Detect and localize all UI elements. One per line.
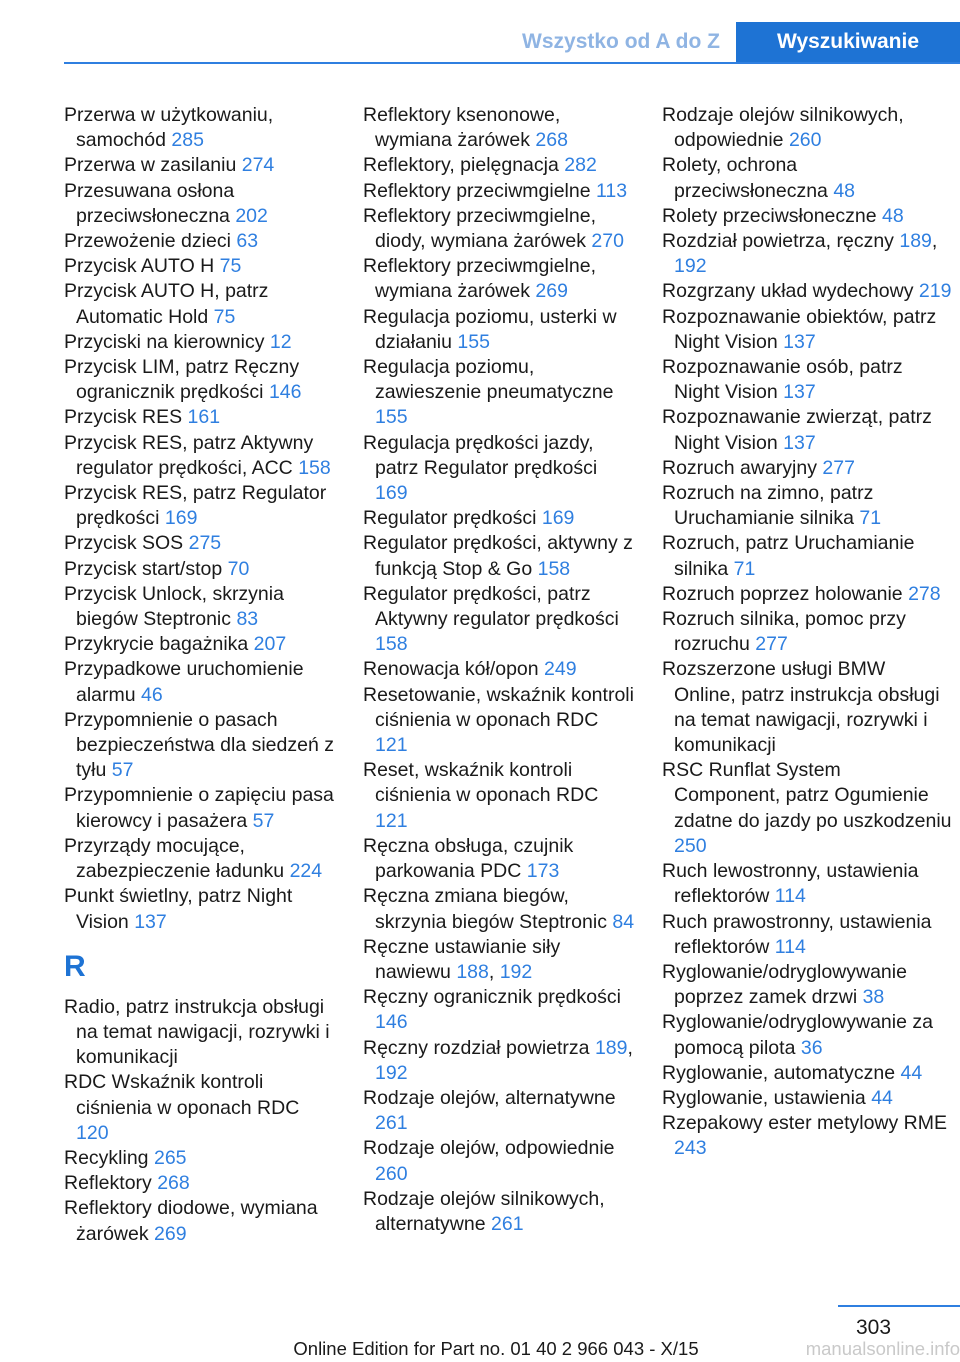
page-reference-link[interactable]: 243: [674, 1137, 707, 1160]
index-term: Reflektory przeciwmgielne: [363, 179, 591, 202]
page-reference-link[interactable]: 260: [375, 1162, 408, 1185]
index-entry: [64, 657, 336, 707]
index-entry: [662, 910, 952, 960]
index-term: Rozgrzany układ wydechowy: [662, 280, 914, 303]
index-term: Przycisk AUTO H, patrz Automatic Hold: [64, 280, 269, 328]
page-reference-link[interactable]: 269: [154, 1222, 187, 1245]
page-reference-link[interactable]: 274: [241, 154, 275, 177]
index-entry: [363, 431, 635, 507]
page-reference-link[interactable]: 57: [252, 809, 275, 832]
index-term: Przycisk LIM, patrz Ręczny ogranicznik prędkości: [64, 356, 300, 404]
index-term: Przyciski na kierownicy: [64, 330, 265, 353]
index-term: Przycisk SOS: [64, 532, 184, 555]
page-reference-link[interactable]: 44: [871, 1086, 893, 1109]
page-reference-link[interactable]: 278: [908, 582, 941, 605]
index-term: Rozruch, patrz Uruchamianie silnika: [662, 532, 915, 580]
index-entry: [64, 153, 336, 178]
index-term: Ruch lewostronny, ustawienia reflektorów: [662, 860, 919, 908]
index-term: Ręczny ogranicznik prędkości: [363, 986, 621, 1009]
index-term: Rozpoznawanie zwierząt, patrz Night Vision: [662, 406, 932, 454]
page-reference-link[interactable]: 146: [375, 1011, 408, 1034]
page-reference-link[interactable]: 285: [171, 129, 204, 152]
index-term: Przerwa w zasilaniu: [64, 154, 237, 177]
index-entry: [64, 884, 336, 934]
page-reference-link[interactable]: 120: [76, 1121, 109, 1144]
page-reference-link[interactable]: 146: [268, 381, 302, 404]
index-term: Rozpoznawanie obiektów, patrz Night Vision: [662, 305, 937, 353]
page-reference-link[interactable]: 36: [800, 1036, 823, 1059]
index-term: Ryglowanie/odryglowywanie za pomocą pilota: [662, 1011, 933, 1059]
index-entry: [662, 531, 952, 581]
index-entry: [64, 1146, 336, 1171]
index-term: Resetowanie, wskaźnik kontroli ciśnienia w oponach RDC: [363, 683, 634, 731]
index-entry: [662, 355, 952, 405]
index-entry: [363, 531, 635, 581]
index-entry: [662, 456, 952, 481]
index-term: Ruch prawostronny, ustawienia reflektorów: [662, 910, 932, 958]
index-term: Reflektory przeciwmgielne, diody, wymiana żarówek: [363, 204, 597, 253]
page-reference-link[interactable]: 137: [783, 330, 816, 353]
index-entry: [64, 481, 336, 531]
page-reference-link[interactable]: 84: [612, 910, 635, 933]
page-reference-link[interactable]: 260: [788, 129, 822, 152]
index-term: Regulator prędkości: [363, 507, 537, 530]
page-reference-link[interactable]: 155: [375, 406, 408, 429]
index-entry: [64, 355, 336, 405]
index-term: Rozruch silnika, pomoc przy rozruchu: [662, 608, 906, 656]
index-entry: [64, 557, 336, 582]
page-reference-link[interactable]: 192: [674, 255, 707, 278]
index-term: Przycisk RES, patrz Regulator prędkości: [64, 482, 327, 530]
page-reference-link[interactable]: 121: [375, 734, 408, 757]
page-reference-link[interactable]: 57: [111, 759, 134, 782]
footer-rule: [838, 1305, 960, 1307]
page-reference-link[interactable]: 71: [733, 557, 756, 580]
index-term: Rolety przeciwsłoneczne: [662, 204, 877, 227]
index-entry: [662, 103, 952, 153]
index-term: Rolety, ochrona przeciwsłoneczna: [662, 154, 828, 202]
page-reference-link[interactable]: 75: [213, 305, 236, 328]
header-tabs: [0, 0, 960, 62]
index-term: Rodzaje olejów silnikowych, alternatywne: [363, 1187, 605, 1235]
index-term: Rzepakowy ester metylowy RME: [662, 1112, 947, 1135]
index-entry: [64, 995, 336, 1071]
index-term: Recykling: [64, 1146, 149, 1169]
page-reference-link[interactable]: 188: [456, 960, 489, 983]
page-reference-link[interactable]: 155: [457, 330, 490, 353]
index-entry: [363, 582, 635, 658]
index-column-2: [363, 103, 635, 1237]
index-entry: [363, 683, 635, 759]
index-term: Rozpoznawanie osób, patrz Night Vision: [662, 356, 903, 404]
page-reference-link[interactable]: 71: [859, 507, 882, 530]
index-entry: [363, 506, 635, 531]
index-entry: [363, 204, 635, 254]
index-letter-heading: R: [64, 949, 86, 983]
index-term: Ryglowanie, ustawienia: [662, 1086, 866, 1109]
index-term: Rozdział powietrza, ręczny: [662, 230, 894, 253]
index-entry: [363, 1187, 635, 1237]
index-entry: [363, 834, 635, 884]
watermark: manualsonline.info: [805, 1338, 960, 1359]
page-reference-link[interactable]: 224: [289, 860, 323, 883]
tab-a-to-z[interactable]: Wszystko od A do Z: [522, 30, 720, 53]
page-reference-link[interactable]: 137: [783, 431, 816, 454]
page-reference-link[interactable]: 275: [188, 532, 222, 555]
page-reference-link[interactable]: 12: [269, 330, 292, 353]
index-entry: [64, 254, 336, 279]
index-entry: [363, 1086, 635, 1136]
index-entry: [363, 355, 635, 431]
index-entry: [64, 1196, 336, 1246]
index-entry: [662, 1086, 952, 1111]
index-entry: [64, 179, 336, 229]
edition-footer: Online Edition for Part no. 01 40 2 966 043 - X/15: [293, 1338, 699, 1359]
index-term: Przycisk RES: [64, 406, 183, 429]
index-entry: [64, 405, 336, 430]
index-term: Rozruch awaryjny: [662, 456, 817, 479]
page-reference-link[interactable]: 70: [227, 557, 250, 580]
index-entry: [662, 607, 952, 657]
index-term: Regulacja poziomu, zawieszenie pneumatyczne: [363, 356, 614, 404]
index-term: Reflektory, pielęgnacja: [363, 154, 559, 177]
index-term: Reflektory diodowe, wymiana żarówek: [64, 1197, 318, 1245]
index-term: Ryglowanie/odryglowywanie poprzez zamek drzwi: [662, 960, 907, 1009]
index-column-1: [64, 103, 336, 1247]
index-term: Rodzaje olejów, odpowiednie: [363, 1137, 615, 1160]
index-term: Przesuwana osłona przeciwsłoneczna: [64, 179, 235, 227]
index-entry: [363, 254, 635, 304]
page-reference-link[interactable]: 113: [596, 179, 628, 202]
page-reference-link[interactable]: 169: [541, 507, 575, 530]
index-term: Przypomnienie o zapięciu pasa kierowcy i pasażera: [64, 784, 334, 832]
page-reference-link[interactable]: 158: [537, 557, 571, 580]
index-term: Regulator prędkości, patrz Aktywny regulator prędkości: [363, 582, 619, 631]
index-term: Reflektory przeciwmgielne, wymiana żarówek: [363, 255, 597, 303]
index-entry: [64, 431, 336, 481]
index-term: Rodzaje olejów, alternatywne: [363, 1086, 616, 1109]
index-term: RSC Runflat System Component, patrz Ogumienie zdatne do jazdy po uszkodzeniu: [662, 759, 952, 832]
index-entry: [662, 960, 952, 1010]
index-entry: Ręczne ustawianie siły nawiewu 188, 192: [363, 935, 561, 983]
page-reference-link[interactable]: 261: [375, 1112, 408, 1135]
page-reference-link[interactable]: 137: [783, 381, 816, 404]
index-entry: [64, 103, 336, 153]
index-entry: [662, 405, 952, 455]
index-term: Rodzaje olejów silnikowych, odpowiednie: [662, 104, 904, 152]
index-entry: [64, 330, 336, 355]
index-term: Regulacja prędkości jazdy, patrz Regulator prędkości: [363, 431, 598, 479]
index-entry: [363, 179, 635, 204]
page-reference-link[interactable]: 189: [899, 230, 932, 253]
page-reference-link[interactable]: 169: [375, 482, 408, 505]
index-entry: [363, 153, 635, 178]
index-entry: [64, 1171, 336, 1196]
index-term: Przycisk AUTO H: [64, 255, 215, 278]
index-entry: Rozdział powietrza, ręczny 189, 192: [662, 230, 938, 278]
page-reference-link[interactable]: 46: [141, 683, 163, 706]
index-entry: [363, 985, 635, 1035]
page-reference-link[interactable]: 114: [774, 935, 806, 958]
index-entry: [363, 1136, 635, 1186]
page-reference-link[interactable]: 169: [164, 507, 198, 530]
index-term: Przycisk RES, patrz Aktywny regulator prędkości, ACC: [64, 431, 314, 479]
index-entry: Ręczny rozdział powietrza 189, 192: [363, 1036, 633, 1084]
index-entry: [662, 657, 952, 758]
page-reference-link[interactable]: 268: [157, 1172, 190, 1195]
index-term: Reset, wskaźnik kontroli ciśnienia w oponach RDC: [363, 759, 599, 807]
index-term: Przycisk Unlock, skrzynia biegów Steptronic: [64, 582, 284, 631]
page-reference-link[interactable]: 261: [491, 1212, 524, 1235]
index-entry: [662, 582, 952, 607]
index-term: Radio, patrz instrukcja obsługi na temat nawigacji, rozrywki i komunikacji: [64, 995, 330, 1069]
index-term: Ręczny rozdział powietrza: [363, 1036, 590, 1059]
index-term: Przerwa w użytkowaniu, samochód: [64, 104, 274, 152]
index-entry: [662, 1010, 952, 1060]
page-reference-link[interactable]: 269: [535, 280, 568, 303]
index-entry: [363, 758, 635, 834]
index-entry: [662, 1061, 952, 1086]
index-entry: [662, 758, 952, 859]
page-reference-link[interactable]: 161: [187, 406, 221, 429]
index-term: Reflektory ksenonowe, wymiana żarówek: [363, 104, 561, 152]
page-reference-link[interactable]: 63: [236, 230, 259, 253]
index-term: Ręczna zmiana biegów, skrzynia biegów Steptronic: [363, 885, 607, 933]
index-term: Przyrządy mocujące, zabezpieczenie ładunku: [64, 834, 285, 883]
index-term: Ręczne ustawianie siły nawiewu: [363, 935, 561, 983]
index-entry: [64, 1070, 336, 1146]
page-reference-link[interactable]: 48: [833, 179, 856, 202]
page-reference-link[interactable]: 202: [235, 204, 268, 227]
index-column-3: [662, 103, 952, 1162]
index-entry: [662, 481, 952, 531]
page-reference-link[interactable]: 192: [499, 960, 533, 983]
index-term: Punkt świetlny, patrz Night Vision: [64, 885, 293, 933]
header-rule: [64, 62, 960, 64]
index-term: Ryglowanie, automatyczne: [662, 1061, 896, 1084]
index-entry: [64, 783, 336, 833]
index-term: Regulacja poziomu, usterki w działaniu: [363, 305, 617, 353]
page-number: 303: [856, 1316, 892, 1339]
index-entry: [662, 1111, 952, 1161]
page-reference-link[interactable]: 38: [862, 986, 885, 1009]
page-reference-link[interactable]: 158: [298, 456, 331, 479]
index-term: Ręczna obsługa, czujnik parkowania PDC: [363, 834, 574, 883]
index-term: Przycisk start/stop: [64, 557, 223, 580]
page-reference-link[interactable]: 270: [591, 230, 624, 253]
index-term: Renowacja kół/opon: [363, 658, 539, 681]
index-term: Rozruch na zimno, patrz Uruchamianie silnika: [662, 482, 874, 530]
page-reference-link[interactable]: 75: [219, 255, 242, 278]
page-reference-link[interactable]: 249: [544, 658, 577, 681]
page-reference-link[interactable]: 189: [594, 1036, 628, 1059]
index-term: Przewożenie dzieci: [64, 230, 231, 253]
page-reference-link[interactable]: 44: [900, 1061, 923, 1084]
index-entry: [363, 884, 635, 934]
page-reference-link[interactable]: 173: [526, 860, 560, 883]
index-term: Rozszerzone usługi BMW Online, patrz instrukcja obsługi na temat nawigacji, rozrywki i komunikacji: [662, 658, 940, 757]
tab-search[interactable]: Wyszukiwanie: [736, 22, 960, 62]
index-entry: [64, 834, 336, 884]
page-reference-link[interactable]: 121: [375, 809, 408, 832]
index-term: RDC Wskaźnik kontroli ciśnienia w oponach RDC: [64, 1071, 300, 1119]
index-entry: [64, 582, 336, 632]
index-entry: [64, 708, 336, 784]
index-entry: [662, 153, 952, 203]
page-reference-link[interactable]: 83: [236, 608, 259, 631]
page-reference-link[interactable]: 282: [564, 154, 597, 177]
index-entry: [662, 305, 952, 355]
page-reference-link[interactable]: 114: [774, 885, 806, 908]
page-reference-link[interactable]: 192: [375, 1061, 408, 1084]
page-reference-link[interactable]: 158: [375, 633, 408, 656]
page-reference-link[interactable]: 250: [674, 834, 707, 857]
index-term: Rozruch poprzez holowanie: [662, 582, 903, 605]
page-reference-link[interactable]: 219: [918, 280, 952, 303]
page-reference-link[interactable]: 207: [253, 633, 287, 656]
page-reference-link[interactable]: 268: [535, 129, 568, 152]
index-entry: [662, 859, 952, 909]
page-reference-link[interactable]: 265: [153, 1146, 187, 1169]
index-entry: [363, 305, 635, 355]
index-term: Przypadkowe uruchomienie alarmu: [64, 658, 304, 706]
index-term: Regulator prędkości, aktywny z funkcją Stop & Go: [363, 532, 633, 580]
index-entry: [363, 657, 635, 682]
page-reference-link[interactable]: 277: [755, 633, 788, 656]
index-entry: [662, 279, 952, 304]
index-entry: [662, 204, 952, 229]
index-term: Przypomnienie o pasach bezpieczeństwa dla siedzeń z tyłu: [64, 708, 334, 782]
index-term: Reflektory: [64, 1172, 152, 1195]
index-entry: [64, 632, 336, 657]
index-entry: [363, 103, 635, 153]
index-entry: [64, 229, 336, 254]
index-entry: [64, 279, 336, 329]
page-reference-link[interactable]: 137: [134, 910, 167, 933]
page-reference-link[interactable]: 277: [822, 456, 855, 479]
page-reference-link[interactable]: 48: [882, 204, 904, 227]
index-term: Przykrycie bagażnika: [64, 633, 249, 656]
index-entry: [64, 531, 336, 556]
